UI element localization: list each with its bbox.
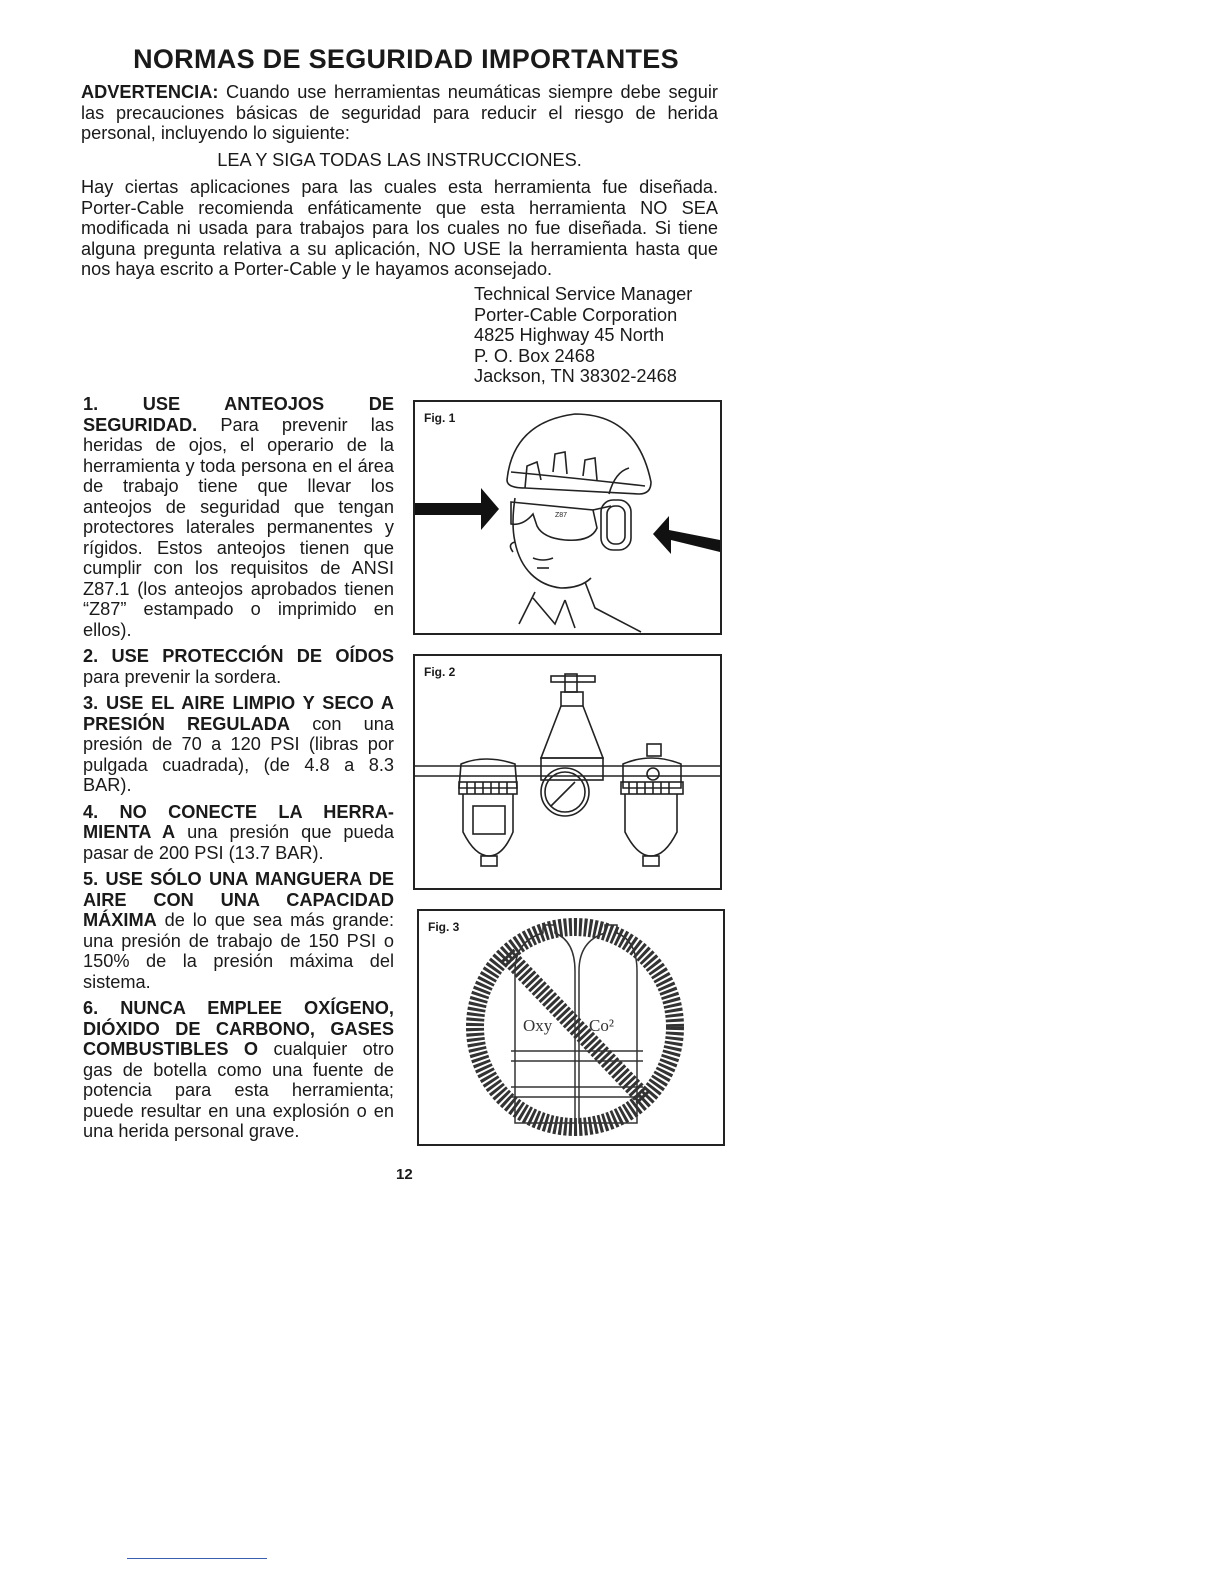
rule-text: cualquier otro gas de botella como una fuente de potencia para esta herramienta; puede resultar en una explosión o en una herida personal grave. (83, 1039, 394, 1141)
rule-text: de lo que sea más grande: una presión de trabajo de 150 PSI o 150% de la presión máxima del sistema. (83, 910, 394, 992)
address-line: Porter-Cable Corporation (474, 304, 678, 325)
figure-label: Fig. 2 (424, 665, 456, 679)
warning-paragraph (81, 82, 718, 144)
rule-item (83, 998, 394, 1142)
page-title: NORMAS DE SEGURIDAD IMPORTANTES (133, 44, 679, 74)
rule-item (83, 646, 394, 687)
rule-text: para prevenir la sordera. (83, 666, 282, 687)
figure-1 (413, 400, 722, 635)
rule-heading: 4. NO CONECTE LA HERRA-MIENTA A (83, 801, 394, 842)
rule-text: una presión que pueda pasar de 200 PSI (13.7 BAR). (83, 822, 394, 863)
arrow-right-icon (653, 516, 720, 554)
address-block (474, 284, 692, 387)
rule-item (83, 869, 394, 992)
no-gas-cylinders-illustration (419, 911, 723, 1144)
figure-label: Fig. 3 (428, 920, 460, 934)
address-line: Technical Service Manager (474, 284, 693, 304)
safety-gear-illustration (415, 402, 720, 633)
oxy-label: Oxy (523, 1016, 553, 1035)
rule-heading: 3. USE EL AIRE LIMPIO Y SECO A PRESIÓN REGULADA (83, 693, 394, 734)
rule-item (83, 693, 394, 796)
rule-heading: 5. USE SÓLO UNA MANGUERA DE AIRE CON UNA CAPACIDAD MÁXIMA (83, 869, 394, 930)
intro-paragraph: Hay ciertas aplicaciones para las cuales esta herramienta fue diseñada. Porter-Cable recomienda enfáticamente que esta herramienta NO SEA modificada ni usada para trabajos para los cuales no fue diseñada. Si tiene alguna pregunta relativa a su aplicación, NO USE la herramienta hasta que nos haya escrito a Porter-Cable y le hayamos aconsejado. (81, 177, 718, 280)
rule-heading: 1. USE ANTEOJOS DE SEGURIDAD. (83, 394, 394, 435)
rule-text: con una presión de 70 a 120 PSI (libras por pulgada cuadrada), (de 4.8 a 8.3 BAR). (83, 713, 394, 795)
address-line: Jackson, TN 38302-2468 (474, 366, 677, 387)
safety-rules-list (83, 394, 394, 1148)
page-number: 12 (396, 1166, 413, 1183)
figure-2 (413, 654, 722, 890)
rule-item (83, 394, 394, 640)
air-regulator-illustration (415, 656, 720, 888)
rule-text: Para prevenir las heridas de ojos, el operario de la herramienta y toda persona en el área de trabajo tiene que llevar los anteojos de seguridad que tengan protectores laterales permanentes y rígidos. Estos anteojos tienen que cumplir con los requisitos de ANSI Z87.1 (los anteojos aprobados tienen “Z87” estampado o imprimido en ellos). (83, 414, 394, 640)
address-line: P. O. Box 2468 (474, 345, 595, 366)
figure-3 (417, 909, 725, 1146)
co2-label: Co² (589, 1016, 614, 1035)
warning-text: Cuando use herramientas neumáticas siempre debe seguir las precauciones básicas de seguridad para reducir el riesgo de herida personal, incluyendo lo siguiente: (81, 82, 718, 144)
read-instructions: LEA Y SIGA TODAS LAS INSTRUCCIONES. (217, 150, 582, 170)
footer-divider (127, 1558, 267, 1559)
figure-label: Fig. 1 (424, 411, 456, 425)
warning-label: ADVERTENCIA: (81, 82, 219, 102)
address-line: 4825 Highway 45 North (474, 325, 665, 346)
z87-stamp: Z87 (555, 512, 568, 519)
rule-heading: 6. NUNCA EMPLEE OXÍGENO, DIÓXIDO DE CARBONO, GASES COMBUSTIBLES O (83, 998, 394, 1059)
arrow-left-icon (415, 503, 483, 515)
rule-heading: 2. USE PROTECCIÓN DE OÍDOS (83, 646, 394, 666)
rule-item (83, 802, 394, 864)
